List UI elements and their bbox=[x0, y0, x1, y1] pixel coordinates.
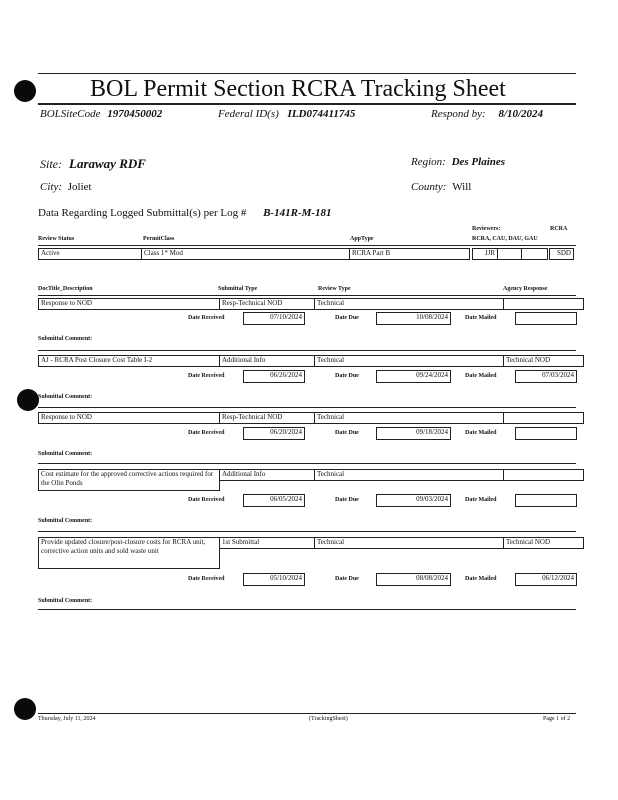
submittal-1-description: Response to NOD bbox=[38, 298, 220, 310]
submittal-4-date-due-label: Date Due bbox=[335, 497, 359, 503]
county-row bbox=[411, 181, 471, 193]
submittal-4-date-mailed-label: Date Mailed bbox=[465, 497, 497, 503]
log-number: B-141R-M-181 bbox=[263, 207, 332, 219]
submittal-3-date-received: 06/20/2024 bbox=[243, 427, 305, 440]
site-code-row bbox=[40, 108, 162, 120]
submittal-5-date-received-label: Date Received bbox=[188, 576, 225, 582]
submittal-2-description: AJ - RCRA Post Closure Cost Table I-2 bbox=[38, 355, 220, 367]
submittal-1-comment-label: Submittal Comment: bbox=[38, 336, 93, 342]
col-permit-class: PermitClass bbox=[143, 236, 175, 242]
submittal-4-date-received-label: Date Received bbox=[188, 497, 225, 503]
submittal-4-date-received: 06/05/2024 bbox=[243, 494, 305, 507]
respond-by-row bbox=[431, 108, 543, 120]
title-rule-top bbox=[38, 73, 576, 74]
col-review-type: Review Type bbox=[318, 286, 351, 292]
submittal-4-rule bbox=[38, 531, 576, 532]
submittal-5-date-mailed: 06/12/2024 bbox=[515, 573, 577, 586]
submittal-4-date-due: 09/03/2024 bbox=[376, 494, 451, 507]
submittal-1-review-type: Technical bbox=[314, 298, 504, 310]
punch-hole-bottom bbox=[14, 698, 36, 720]
log-label: Data Regarding Logged Submittal(s) per Log # bbox=[38, 207, 247, 219]
submittal-4-review-type: Technical bbox=[314, 469, 504, 481]
federal-id-row bbox=[218, 108, 355, 120]
submittal-5-type: 1st Submittal bbox=[219, 537, 315, 549]
county-value: Will bbox=[452, 181, 472, 193]
submittal-5-date-due-label: Date Due bbox=[335, 576, 359, 582]
respond-by-value: 8/10/2024 bbox=[498, 108, 544, 120]
punch-hole-top bbox=[14, 80, 36, 102]
col-app-type: AppType bbox=[350, 236, 374, 242]
site-label: Site: bbox=[40, 157, 62, 171]
review-header-rule bbox=[38, 245, 576, 246]
submittal-4-comment-label: Submittal Comment: bbox=[38, 518, 93, 524]
submittal-1-date-due-label: Date Due bbox=[335, 315, 359, 321]
submittal-2-agency-response: Technical NOD bbox=[503, 355, 584, 367]
reviewer-dau-cell bbox=[521, 248, 548, 260]
permit-class-cell: Class 1* Mod bbox=[141, 248, 350, 260]
submittal-2-date-due: 09/24/2024 bbox=[376, 370, 451, 383]
submittal-1-date-mailed bbox=[515, 312, 577, 325]
federal-id-value: ILD074411745 bbox=[287, 108, 356, 120]
city-label: City: bbox=[40, 181, 62, 193]
submittal-3-comment-label: Submittal Comment: bbox=[38, 451, 93, 457]
submittal-5-date-due: 08/08/2024 bbox=[376, 573, 451, 586]
submittal-2-date-due-label: Date Due bbox=[335, 373, 359, 379]
col-submittal-type: Submittal Type bbox=[218, 286, 258, 292]
submittal-3-review-type: Technical bbox=[314, 412, 504, 424]
submittal-3-description: Response to NOD bbox=[38, 412, 220, 424]
submittal-4-type: Additional Info bbox=[219, 469, 315, 481]
reviewer-rcra-cell: JJR bbox=[472, 248, 498, 260]
submittal-5-date-mailed-label: Date Mailed bbox=[465, 576, 497, 582]
submittal-3-date-mailed bbox=[515, 427, 577, 440]
respond-by-label: Respond by: bbox=[431, 108, 486, 120]
site-code-label: BOLSiteCode bbox=[40, 108, 101, 120]
footer-page-number: Page 1 of 2 bbox=[543, 716, 571, 722]
submittal-3-agency-response bbox=[503, 412, 584, 424]
col-reviewers: Reviewers: bbox=[472, 226, 501, 232]
reviewer-cau-cell bbox=[497, 248, 522, 260]
punch-hole-middle bbox=[17, 389, 39, 411]
submittal-2-rule bbox=[38, 407, 576, 408]
submittal-4-date-mailed bbox=[515, 494, 577, 507]
submittal-3-type: Resp-Technical NOD bbox=[219, 412, 315, 424]
app-type-cell: RCRA Part B bbox=[349, 248, 470, 260]
submittal-3-date-mailed-label: Date Mailed bbox=[465, 430, 497, 436]
region-value: Des Plaines bbox=[451, 156, 506, 168]
submittal-1-rule bbox=[38, 350, 576, 351]
submittal-1-date-due: 10/08/2024 bbox=[376, 312, 451, 325]
submittal-1-type: Resp-Technical NOD bbox=[219, 298, 315, 310]
col-doc-title: DocTitle_Description bbox=[38, 286, 93, 292]
site-row bbox=[40, 156, 146, 172]
submittal-3-date-due: 09/18/2024 bbox=[376, 427, 451, 440]
submittal-2-comment-label: Submittal Comment: bbox=[38, 394, 93, 400]
county-label: County: bbox=[411, 181, 447, 193]
submittal-2-type: Additional Info bbox=[219, 355, 315, 367]
col-review-status: Review Status bbox=[38, 236, 75, 242]
col-reviewers-list: RCRA, CAU, DAU, GAU bbox=[472, 236, 538, 242]
submittal-5-rule bbox=[38, 609, 576, 610]
submittal-3-date-due-label: Date Due bbox=[335, 430, 359, 436]
submittal-4-agency-response bbox=[503, 469, 584, 481]
submittal-1-date-received-label: Date Received bbox=[188, 315, 225, 321]
submittal-4-description: Cost estimate for the approved corrective actions required for the Olin Ponds bbox=[38, 469, 220, 491]
submittal-1-date-mailed-label: Date Mailed bbox=[465, 315, 497, 321]
city-value: Joliet bbox=[67, 181, 92, 193]
submittal-3-rule bbox=[38, 463, 576, 464]
region-row bbox=[411, 156, 505, 168]
submittal-5-description: Provide updated closure/post-closure costs for RCRA unit, corrective action units and sold waste unit bbox=[38, 537, 220, 569]
col-rcra-top: RCRA bbox=[550, 226, 568, 232]
city-row bbox=[40, 181, 92, 193]
page-title: BOL Permit Section RCRA Tracking Sheet bbox=[90, 76, 506, 102]
col-agency-response: Agency Response bbox=[503, 286, 548, 292]
submittal-1-agency-response bbox=[503, 298, 584, 310]
footer-date: Thursday, July 11, 2024 bbox=[38, 716, 96, 722]
region-label: Region: bbox=[411, 156, 446, 168]
submittal-2-date-mailed-label: Date Mailed bbox=[465, 373, 497, 379]
submittal-5-comment-label: Submittal Comment: bbox=[38, 598, 93, 604]
submittal-2-date-received: 06/26/2024 bbox=[243, 370, 305, 383]
submittal-1-date-received: 07/10/2024 bbox=[243, 312, 305, 325]
site-name: Laraway RDF bbox=[69, 156, 146, 171]
federal-id-label: Federal ID(s) bbox=[218, 108, 279, 120]
submittal-2-review-type: Technical bbox=[314, 355, 504, 367]
log-row bbox=[38, 207, 332, 219]
submittal-3-date-received-label: Date Received bbox=[188, 430, 225, 436]
submittal-5-date-received: 05/10/2024 bbox=[243, 573, 305, 586]
footer-form-name: (TrackingSheet) bbox=[309, 716, 348, 722]
title-rule-bottom bbox=[38, 103, 576, 105]
submittal-2-date-mailed: 07/03/2024 bbox=[515, 370, 577, 383]
site-code-value: 1970450002 bbox=[107, 108, 163, 120]
footer-rule bbox=[38, 713, 576, 714]
submittal-2-date-received-label: Date Received bbox=[188, 373, 225, 379]
submittal-5-review-type: Technical bbox=[314, 537, 504, 549]
submittal-5-agency-response: Technical NOD bbox=[503, 537, 584, 549]
review-status-cell: Active bbox=[38, 248, 142, 260]
submittal-header-rule bbox=[38, 295, 576, 296]
reviewer-gau-cell: SDD bbox=[549, 248, 574, 260]
